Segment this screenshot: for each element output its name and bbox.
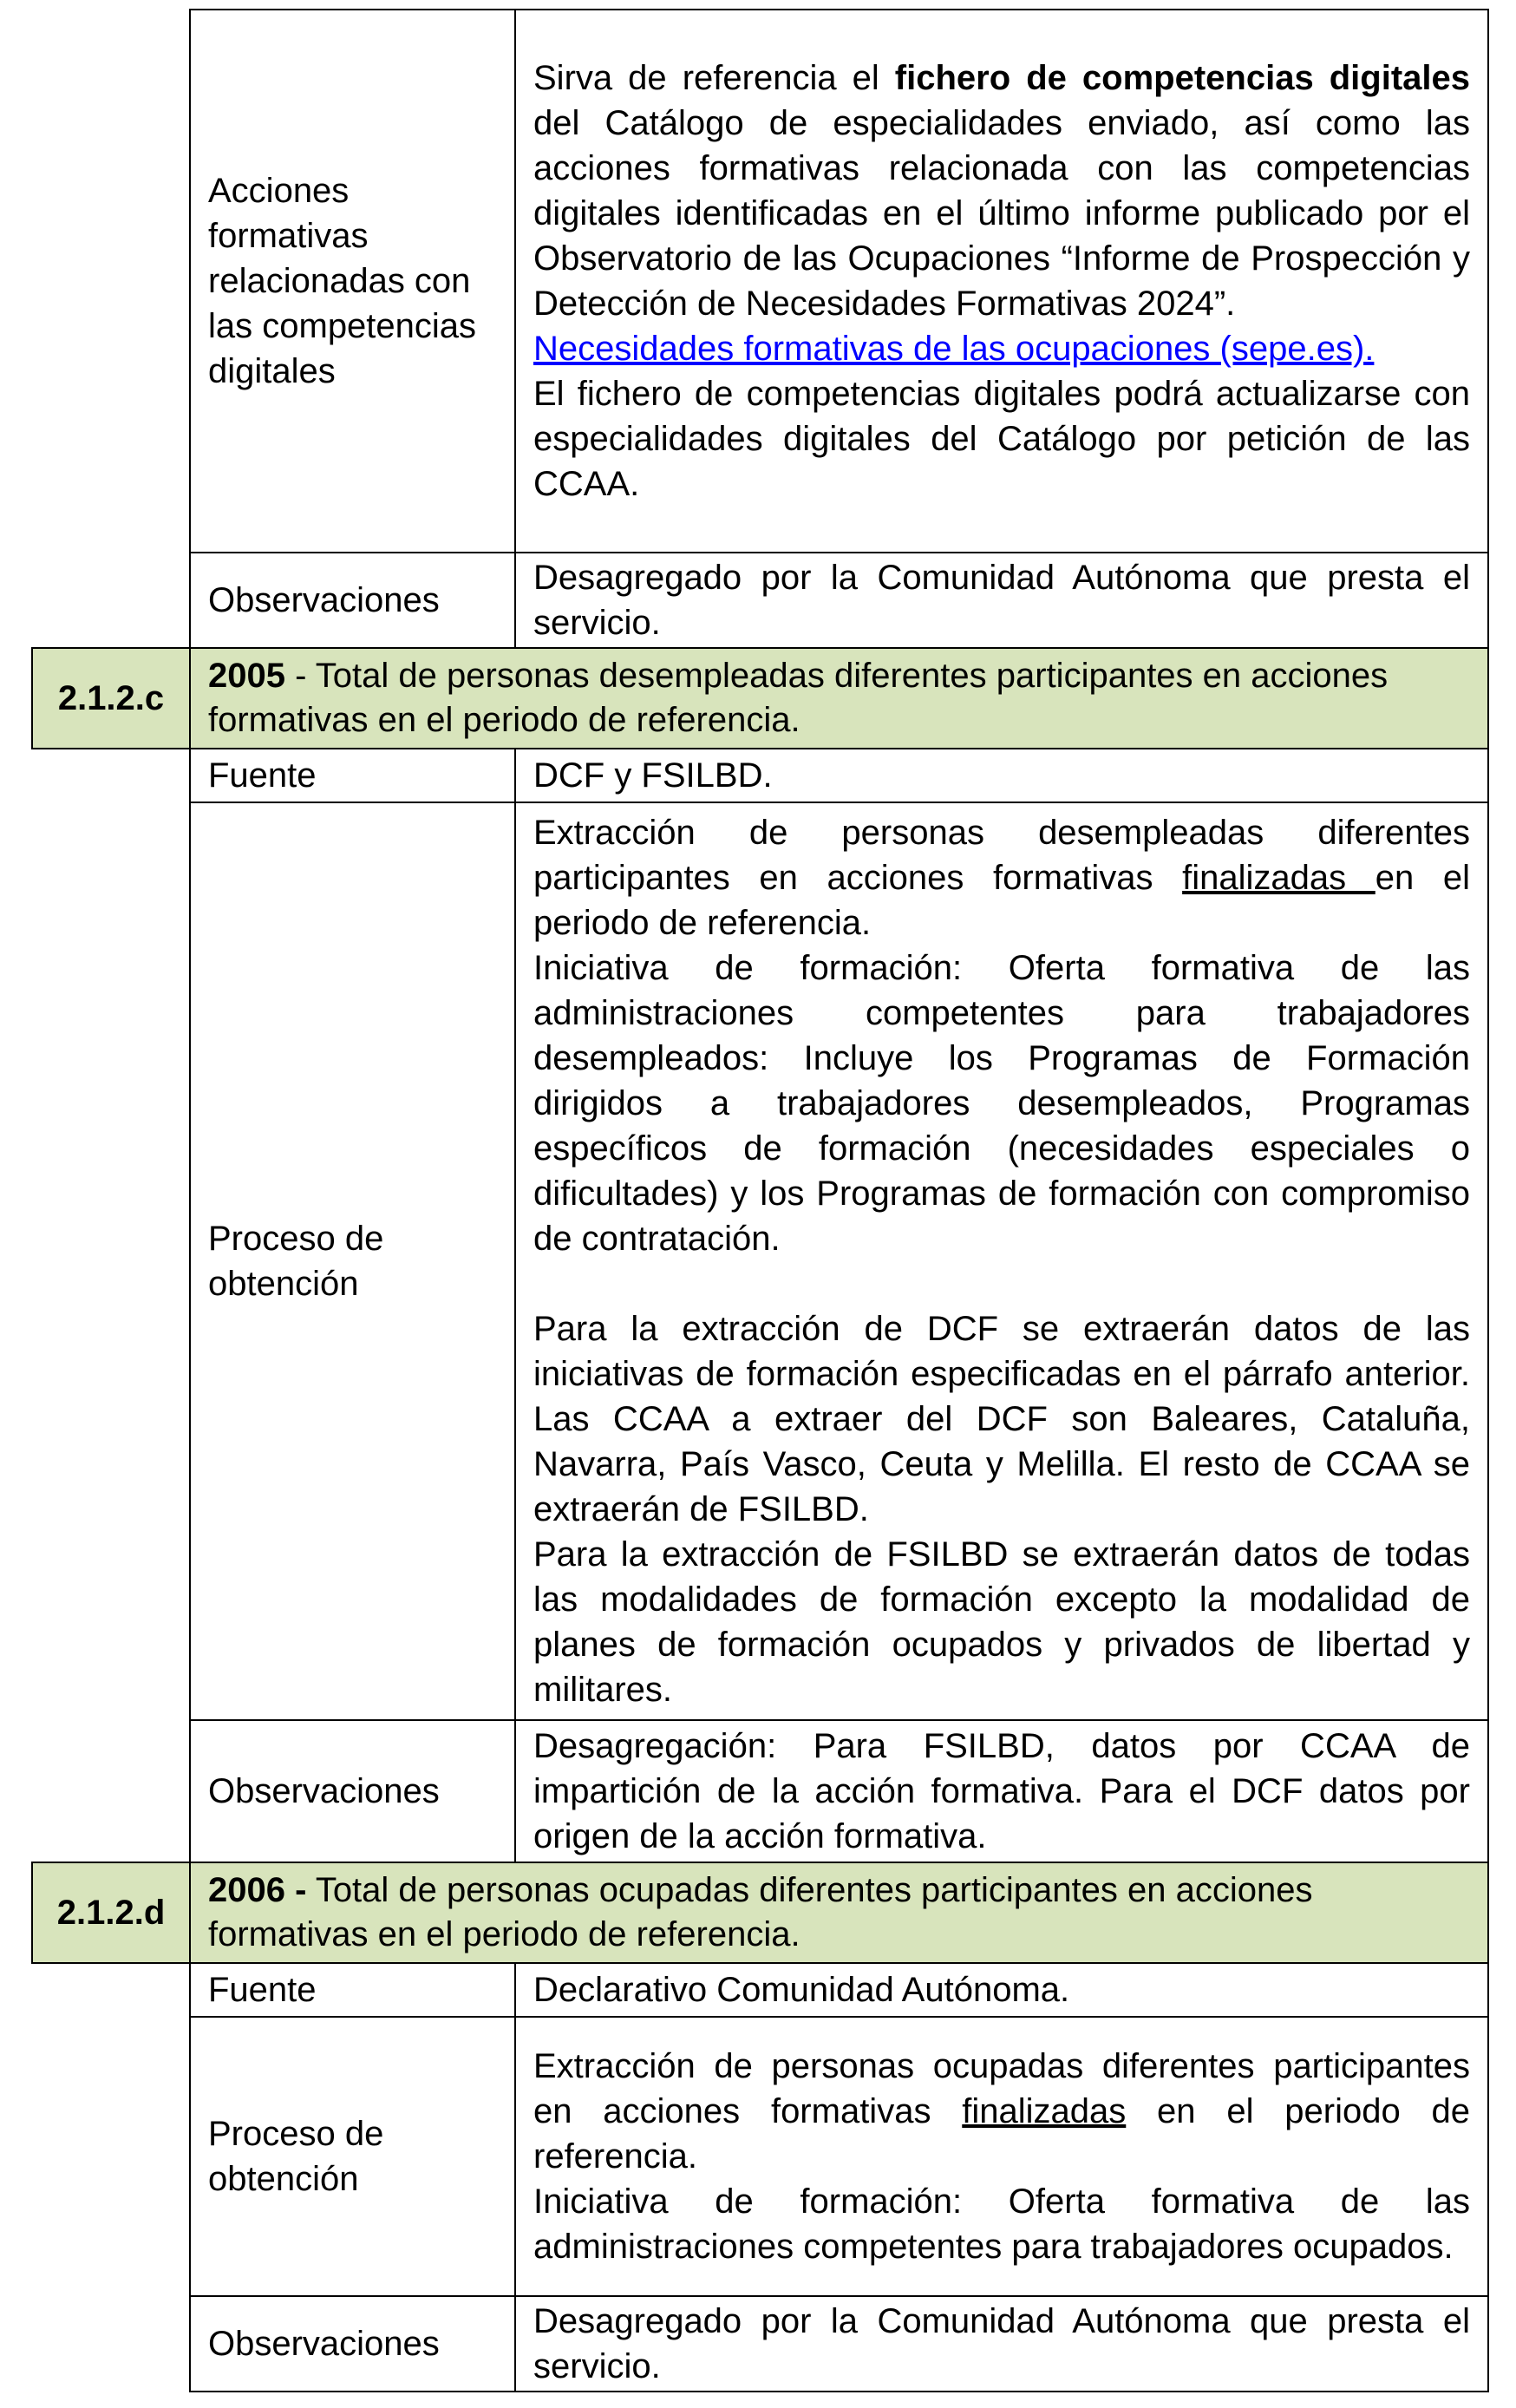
row-proceso-c bbox=[32, 802, 1488, 1720]
row-fuente-c bbox=[32, 749, 1488, 802]
section-title-c: 2005 - Total de personas desempleadas diferentes participantes en acciones formativas en el periodo de referencia. bbox=[190, 648, 1488, 749]
observaciones-label: Observaciones bbox=[190, 2296, 515, 2392]
fuente-value: Declarativo Comunidad Autónoma. bbox=[515, 1963, 1488, 2017]
row-fuente-d bbox=[32, 1963, 1488, 2017]
fuente-label: Fuente bbox=[190, 1963, 515, 2017]
sepe-link[interactable]: Necesidades formativas de las ocupaciones (sepe.es). bbox=[533, 330, 1375, 368]
indicator-table bbox=[31, 9, 1489, 2392]
row-observaciones-c bbox=[32, 1720, 1488, 1862]
section-header-d bbox=[32, 1862, 1488, 1963]
observaciones-label: Observaciones bbox=[190, 1720, 515, 1862]
acciones-label: Acciones formativas relacionadas con las competencias digitales bbox=[190, 10, 515, 553]
fuente-value: DCF y FSILBD. bbox=[515, 749, 1488, 802]
row-proceso-d bbox=[32, 2017, 1488, 2296]
row-observaciones-d bbox=[32, 2296, 1488, 2392]
proceso-value: Extracción de personas ocupadas diferentes participantes en acciones formativas finalizadas en el periodo de referencia. Iniciativa de formación: Oferta formativa de las administraciones competentes para trabajadores ocupados. bbox=[515, 2017, 1488, 2296]
observaciones-value: Desagregado por la Comunidad Autónoma que presta el servicio. bbox=[515, 553, 1488, 648]
fuente-label: Fuente bbox=[190, 749, 515, 802]
observaciones-value: Desagregado por la Comunidad Autónoma que presta el servicio. bbox=[515, 2296, 1488, 2392]
row-observaciones-top bbox=[32, 553, 1488, 648]
acciones-value: Sirva de referencia el fichero de competencias digitales del Catálogo de especialidades enviado, así como las acciones formativas relacionada con las competencias digitales identificadas en el último informe publicado por el Observatorio de las Ocupaciones “Informe de Prospección y Detección de Necesidades Formativas 2024”. Necesidades formativas de las ocupaciones (sepe.es). El fichero de competencias digitales podrá actualizarse con especialidades digitales del Catálogo por petición de las CCAA. bbox=[515, 10, 1488, 553]
section-code-d: 2.1.2.d bbox=[32, 1862, 190, 1963]
section-title-d: 2006 - Total de personas ocupadas diferentes participantes en acciones formativas en el periodo de referencia. bbox=[190, 1862, 1488, 1963]
proceso-label: Proceso de obtención bbox=[190, 2017, 515, 2296]
proceso-label: Proceso de obtención bbox=[190, 802, 515, 1720]
section-code-c: 2.1.2.c bbox=[32, 648, 190, 749]
row-acciones-formativas bbox=[32, 10, 1488, 553]
proceso-value: Extracción de personas desempleadas diferentes participantes en acciones formativas finalizadas en el periodo de referencia. Iniciativa de formación: Oferta formativa de las administraciones competentes para trabajadores desempleados: Incluye los Programas de Formación dirigidos a trabajadores desempleados, Programas específicos de formación (necesidades especiales o dificultades) y los Programas de formación con compromiso de contratación. Para la extracción de DCF se extraerán datos de las iniciativas de formación especificadas en el párrafo anterior. Las CCAA a extraer del DCF son Baleares, Cataluña, Navarra, País Vasco, Ceuta y Melilla. El resto de CCAA se extraerán de FSILBD. Para la extracción de FSILBD se extraerán datos de todas las modalidades de formación excepto la modalidad de planes de formación ocupados y privados de libertad y militares. bbox=[515, 802, 1488, 1720]
section-header-c bbox=[32, 648, 1488, 749]
observaciones-label: Observaciones bbox=[190, 553, 515, 648]
observaciones-value: Desagregación: Para FSILBD, datos por CCAA de impartición de la acción formativa. Para el DCF datos por origen de la acción formativa. bbox=[515, 1720, 1488, 1862]
